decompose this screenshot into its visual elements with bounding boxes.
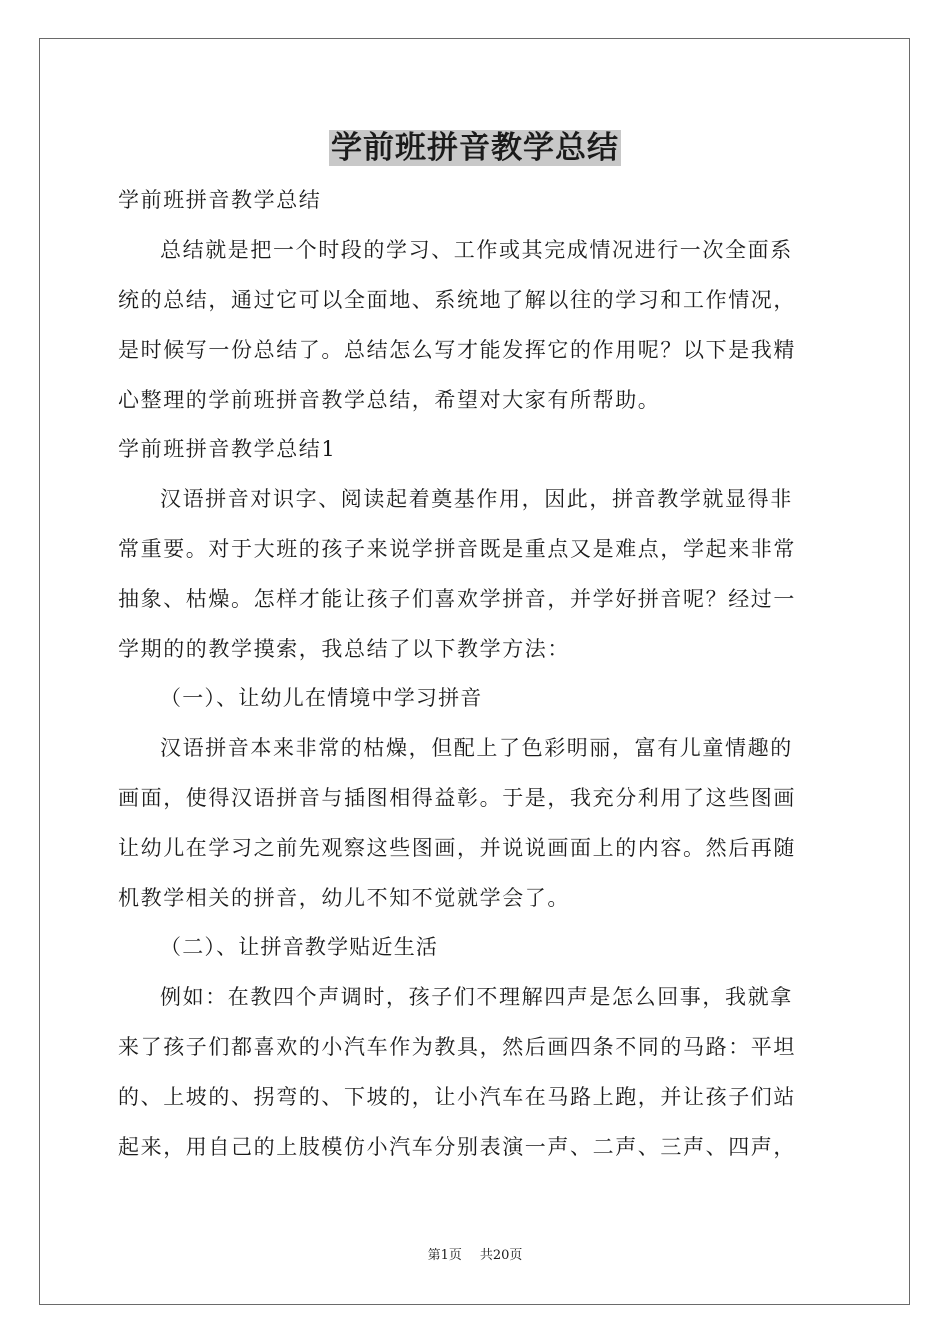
page-number: 第1页 — [427, 1248, 462, 1263]
paragraph-line: 例如：在教四个声调时，孩子们不理解四声是怎么回事，我就拿 — [160, 985, 793, 1009]
paragraph-line: 起来，用自己的上肢模仿小汽车分别表演一声、二声、三声、四声， — [118, 1135, 796, 1159]
page-border — [39, 38, 910, 1305]
paragraph-line: 让幼儿在学习之前先观察这些图画，并说说画面上的内容。然后再随 — [118, 836, 796, 860]
paragraph-line: 汉语拼音本来非常的枯燥，但配上了色彩明丽，富有儿童情趣的 — [160, 736, 793, 760]
paragraph-line: 总结就是把一个时段的学习、工作或其完成情况进行一次全面系 — [160, 238, 793, 262]
subheading-2: （二）、让拼音教学贴近生活 — [160, 935, 439, 959]
section-heading: 学前班拼音教学总结1 — [118, 437, 337, 461]
paragraph-line: 是时候写一份总结了。总结怎么写才能发挥它的作用呢？以下是我精 — [118, 338, 796, 362]
paragraph-line: 汉语拼音对识字、阅读起着奠基作用，因此，拼音教学就显得非 — [160, 487, 793, 511]
paragraph-line: 常重要。对于大班的孩子来说学拼音既是重点又是难点，学起来非常 — [118, 537, 796, 561]
subheading-1: （一）、让幼儿在情境中学习拼音 — [160, 686, 483, 710]
paragraph-line: 学期的的教学摸索，我总结了以下教学方法： — [118, 637, 570, 661]
document-title-text: 学前班拼音教学总结 — [331, 130, 619, 166]
paragraph-line: 抽象、枯燥。怎样才能让孩子们喜欢学拼音，并学好拼音呢？经过一 — [118, 587, 796, 611]
document-title — [0, 125, 950, 171]
intro-heading: 学前班拼音教学总结 — [118, 188, 322, 212]
page-footer — [0, 1247, 950, 1265]
paragraph-line: 画面，使得汉语拼音与插图相得益彰。于是，我充分利用了这些图画 — [118, 786, 796, 810]
paragraph-line: 心整理的学前班拼音教学总结，希望对大家有所帮助。 — [118, 388, 661, 412]
paragraph-line: 机教学相关的拼音，幼儿不知不觉就学会了。 — [118, 886, 570, 910]
paragraph-line: 来了孩子们都喜欢的小汽车作为教具，然后画四条不同的马路：平坦 — [118, 1035, 796, 1059]
paragraph-line: 统的总结，通过它可以全面地、系统地了解以往的学习和工作情况， — [118, 288, 796, 312]
page-total: 共20页 — [479, 1248, 523, 1263]
paragraph-line: 的、上坡的、拐弯的、下坡的，让小汽车在马路上跑，并让孩子们站 — [118, 1085, 796, 1109]
